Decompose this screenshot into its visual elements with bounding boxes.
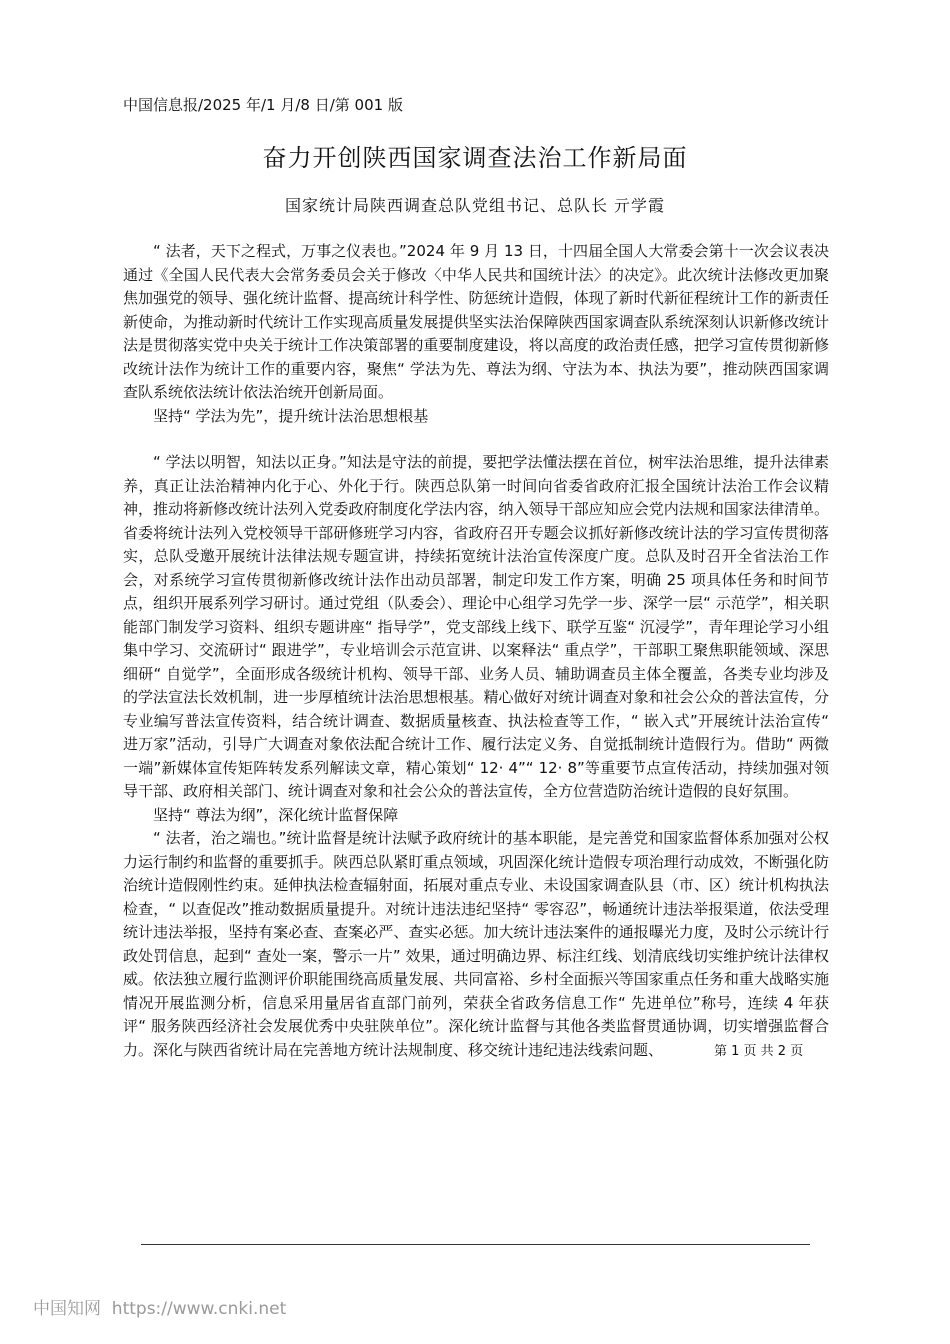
paragraph-intro: “ 法者，天下之程式，万事之仪表也。”2024 年 9 月 13 日，十四届全国人大常委会第十一次会议表决通过《全国人民代表大会常务委员会关于修改〈中华人民共和国统计法〉的决定》。此次统计法修改更加聚焦加强党的领导、强化统计监督、提高统计科学性、防惩统计造假，体现了新时代新征程统计工作的新责任新使命，为推动新时代统计工作实现高质量发展提供坚实法治保障陕西国家调查队系统深刻认识新修改统计法是贯彻落实党中央关于统计工作决策部署的重要制度建设，将以高度的政治责任感，把学习宣传贯彻新修改统计法作为统计工作的重要内容，聚焦“ 学法为先、尊法为纲、守法为本、执法为要”，推动陕西国家调查队系统依法统计依法治统开创新局面。 [123,242,829,401]
paragraph-respect-law: “ 法者，治之端也。”统计监督是统计法赋予政府统计的基本职能，是完善党和国家监督体系加强对公权力运行制约和监督的重要抓手。陕西总队紧盯重点领域，巩固深化统计造假专项治理行动成效，不断强化防治统计造假刚性约束。延伸执法检查辐射面，拓展对重点专业、未设国家调查队县（市、区）统计机构执法检查，“ 以查促改”推动数据质量提升。对统计违法违纪坚持“ 零容忍”，畅通统计违法举报渠道，依法受理统计违法举报，坚持有案必查、查案必严、查实必惩。加大统计违法案件的通报曝光力度，及时公示统计行政处罚信息，起到“ 查处一案，警示一片” 效果，通过明确边界、标注红线、划清底线切实维护统计法律权威。依法独立履行监测评价职能围绕高质量发展、共同富裕、乡村全面振兴等国家重点任务和重大战略实施情况开展监测分析，信息采用量居省直部门前列，荣获全省政务信息工作“ 先进单位”称号，连续 4 年获评“ 服务陕西经济社会发展优秀中央驻陕单位”。深化统计监督与其他各类监督贯通协调，切实增强监督合力。深化与陕西省统计局在完善地方统计法规制度、移交统计违纪违法线索问题、 [123,829,829,1059]
footer-divider [141,1244,810,1245]
source-line: 中国信息报/2025 年/1 月/8 日/第 001 版 [123,96,403,114]
article-body [123,240,829,1062]
section-heading-learn-law: 坚持“ 学法为先”，提升统计法治思想根基 [153,406,429,425]
page-number: 第 1 页 共 2 页 [714,1044,804,1059]
paragraph-learn-law: “ 学法以明智，知法以正身。”知法是守法的前提，要把学法懂法摆在首位，树牢法治思维，提升法律素养，真正让法治精神内化于心、外化于行。陕西总队第一时间向省委省政府汇报全国统计法治工作会议精神，推动将新修改统计法列入党委政府制度化学法内容，纳入领导干部应知应会党内法规和国家法律清单。省委将统计法列入党校领导干部研修班学习内容，省政府召开专题会议抓好新修改统计法的学习宣传贯彻落实，总队受邀开展统计法律法规专题宣讲，持续拓宽统计法治宣传深度广度。总队及时召开全省法治工作会，对系统学习宣传贯彻新修改统计法作出动员部署，制定印发工作方案，明确 25 项具体任务和时间节点，组织开展系列学习研讨。通过党组（队委会）、理论中心组学习先学一步、深学一层“ 示范学”，相关职能部门制发学习资料、组织专题讲座“ 指导学”，党支部线上线下、联学互鉴“ 沉浸学”，青年理论学习小组集中学习、交流研讨“ 跟进学”，专业培训会示范宣讲、以案释法“ 重点学”，干部职工聚焦职能领域、深思细研“ 自觉学”，全面形成各级统计机构、领导干部、业务人员、辅助调查员主体全覆盖，各类专业均涉及的学法宣法长效机制，进一步厚植统计法治思想根基。精心做好对统计调查对象和社会公众的普法宣传，分专业编写普法宣传资料，结合统计调查、数据质量核查、执法检查等工作，“ 嵌入式”开展统计法治宣传“ 进万家”活动，引导广大调查对象依法配合统计工作、履行法定义务、自觉抵制统计造假行为。借助“ 两微一端”新媒体宣传矩阵转发系列解读文章，精心策划“ 12· 4”“ 12· 8”等重要节点宣传活动，持续加强对领导干部、政府相关部门、统计调查对象和社会公众的普法宣传，全方位营造防治统计造假的良好氛围。 [123,453,829,800]
cnki-watermark: 中国知网 https://www.cnki.net [33,1299,287,1319]
author-byline: 国家统计局陕西调查总队党组书记、总队长 亓学霞 [284,196,666,215]
article-title: 奋力开创陕西国家调查法治工作新局面 [262,144,688,172]
section-heading-respect-law: 坚持“ 尊法为纲”，深化统计监督保障 [153,805,399,824]
